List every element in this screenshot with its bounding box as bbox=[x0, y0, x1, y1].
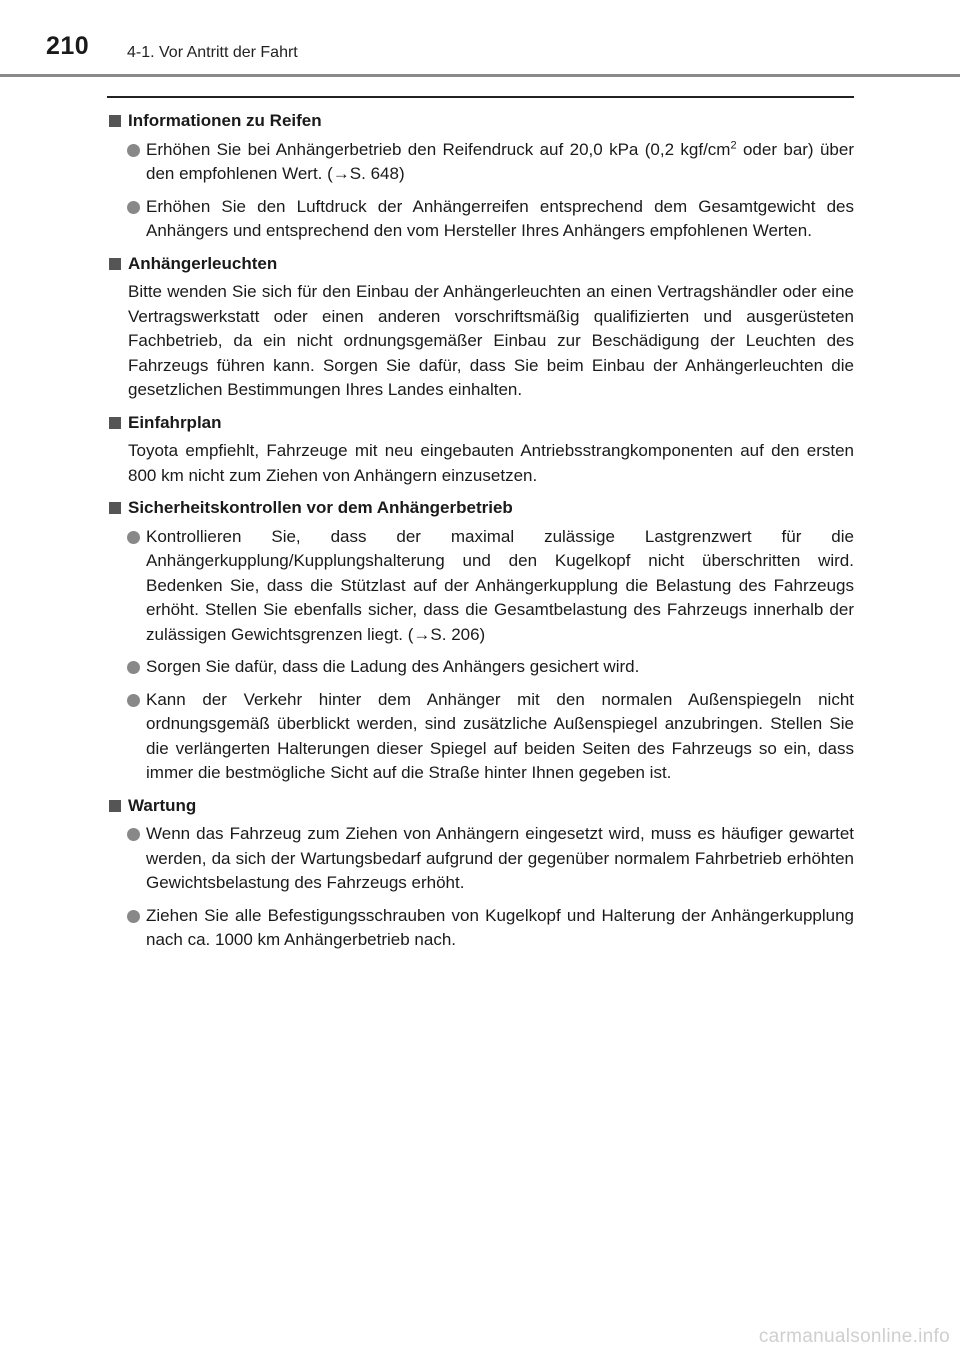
section-heading-text: Sicherheitskontrollen vor dem Anhängerbetrieb bbox=[128, 498, 513, 517]
square-bullet-icon bbox=[109, 417, 121, 429]
circle-bullet-icon bbox=[127, 694, 140, 707]
section-heading bbox=[109, 411, 854, 436]
list-item bbox=[109, 655, 854, 680]
square-bullet-icon bbox=[109, 502, 121, 514]
section-trailer-lights bbox=[109, 252, 854, 403]
circle-bullet-icon bbox=[127, 910, 140, 923]
section-heading bbox=[109, 252, 854, 277]
list-item-text: Wenn das Fahrzeug zum Ziehen von Anhängern eingesetzt wird, muss es häufiger gewartet werden, da sich der Wartungsbedarf aufgrund der gegenüber normalem Fahrbetrieb erhöhten Gewichtsbelastung des Fahrzeugs erhöht. bbox=[146, 824, 854, 892]
page-content bbox=[109, 109, 854, 961]
section-break-in bbox=[109, 411, 854, 489]
list-item bbox=[109, 525, 854, 648]
list-item bbox=[109, 195, 854, 244]
section-heading-text: Einfahrplan bbox=[128, 412, 222, 432]
square-bullet-icon bbox=[109, 800, 121, 812]
section-heading-text: Anhängerleuchten bbox=[128, 253, 278, 273]
list-item bbox=[109, 904, 854, 953]
header-divider bbox=[0, 74, 960, 77]
list-item bbox=[109, 688, 854, 786]
list-item-text: Erhöhen Sie bei Anhängerbetrieb den Reifendruck auf 20,0 kPa (0,2 kgf/$cm^2$ oder bar) über den empfohlenen Wert. (→S. 648) bbox=[146, 138, 854, 183]
circle-bullet-icon bbox=[127, 201, 140, 214]
section-heading bbox=[109, 794, 854, 819]
section-safety-checks bbox=[109, 496, 854, 786]
list-item bbox=[109, 822, 854, 896]
section-heading bbox=[109, 109, 854, 134]
circle-bullet-icon bbox=[127, 661, 140, 674]
square-bullet-icon bbox=[109, 115, 121, 127]
square-bullet-icon bbox=[109, 258, 121, 270]
list-item-text: Erhöhen Sie den Luftdruck der Anhängerreifen entsprechend dem Gesamtgewicht des Anhängers und entsprechend den vom Hersteller Ihres Anhängers empfohlenen Werten. bbox=[146, 196, 854, 240]
circle-bullet-icon bbox=[127, 828, 140, 841]
page-header bbox=[0, 0, 960, 80]
circle-bullet-icon bbox=[127, 144, 140, 157]
content-top-rule bbox=[107, 96, 854, 98]
section-paragraph: Bitte wenden Sie sich für den Einbau der Anhängerleuchten an einen Vertragshändler oder eine Vertragswerkstatt oder einen anderen vorschriftsmäßig qualifizierten und ausgerüsteten Fachbetrieb, da ein nicht ordnungsgemäßer Einbau zur Beschädigung der Leuchten des Fahrzeugs führen kann. Sorgen Sie dafür, dass Sie beim Einbau der Anhängerleuchten die gesetzlichen Bestimmungen Ihres Landes einhalten. bbox=[128, 282, 854, 399]
chapter-title: 4-1. Vor Antritt der Fahrt bbox=[127, 44, 298, 61]
section-heading-text: Wartung bbox=[128, 795, 197, 815]
section-heading-text: Informationen zu Reifen bbox=[128, 111, 322, 130]
section-heading bbox=[109, 496, 854, 521]
list-item-text: Kann der Verkehr hinter dem Anhänger mit den normalen Außenspiegeln nicht ordnungsgemäß überblickt werden, sind zusätzliche Außenspiegel anzubringen. Stellen Sie die verlängerten Halterungen dieser Spiegel auf beiden Seiten des Fahrzeugs so ein, dass immer die bestmögliche Sicht auf die Straße hinter Ihnen gegeben ist. bbox=[146, 689, 854, 782]
circle-bullet-icon bbox=[127, 531, 140, 544]
list-item-text: Kontrollieren Sie, dass der maximal zulässige Lastgrenzwert für die Anhängerkupplung/Kupplungshalterung und den Kugelkopf nicht überschritten wird. Bedenken Sie, dass die Stützlast auf der Anhängerkupplung die Belastung des Fahrzeugs erhöht. Stellen Sie ebenfalls sicher, dass die Gesamtbelastung des Fahrzeugs innerhalb der zulässigen Gewichtsgrenzen liegt. (→S. 206) bbox=[146, 526, 854, 644]
section-tire-info bbox=[109, 109, 854, 244]
list-item-text: Ziehen Sie alle Befestigungsschrauben von Kugelkopf und Halterung der Anhängerkupplung nach ca. 1000 km Anhängerbetrieb nach. bbox=[146, 905, 854, 949]
watermark-text: carmanualsonline.info bbox=[758, 1326, 950, 1347]
list-item bbox=[109, 138, 854, 187]
section-paragraph: Toyota empfiehlt, Fahrzeuge mit neu eingebauten Antriebsstrangkomponenten auf den ersten 800 km nicht zum Ziehen von Anhängern einzusetzen. bbox=[128, 441, 854, 485]
page-number: 210 bbox=[46, 32, 90, 60]
list-item-text: Sorgen Sie dafür, dass die Ladung des Anhängers gesichert wird. bbox=[146, 657, 640, 676]
section-maintenance bbox=[109, 794, 854, 953]
